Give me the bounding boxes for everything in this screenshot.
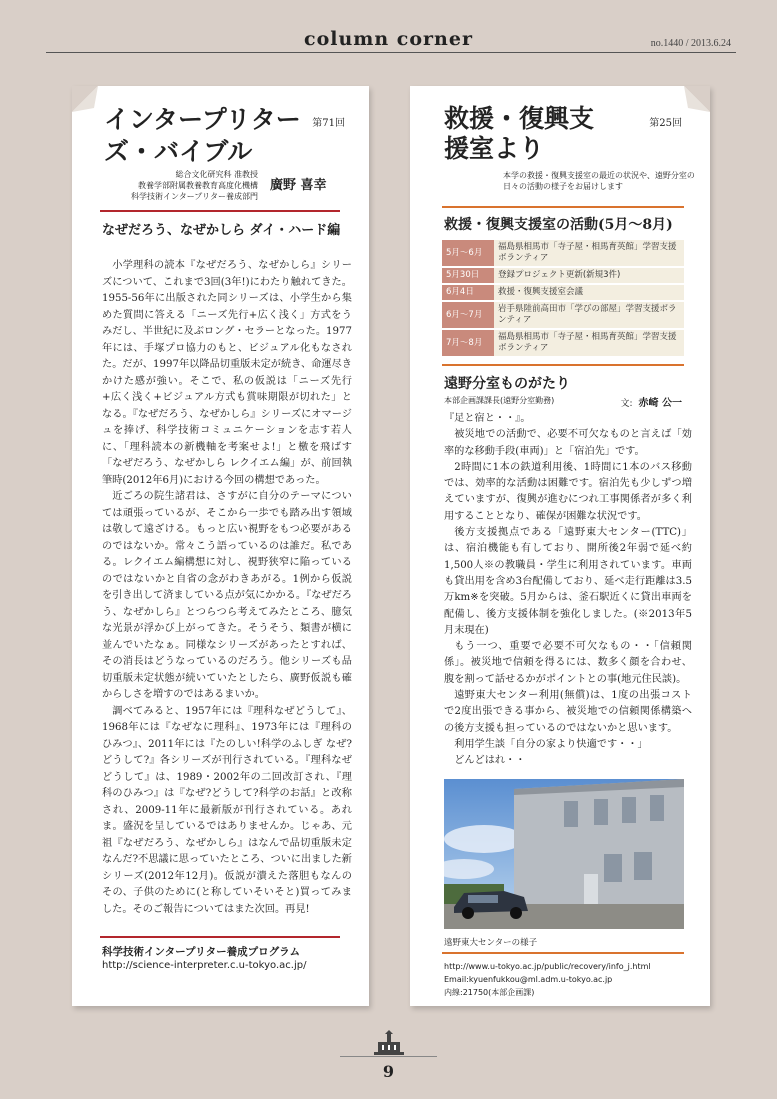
body-paragraph: 利用学生談「自分の家より快適です・・」 (454, 738, 648, 750)
author-department: 本部企画課課長(遠野分室勤務) (444, 396, 555, 405)
schedule-date: 5月30日 (442, 267, 494, 284)
affiliation-line: 科学技術インタープリター養成部門 (131, 192, 258, 201)
schedule-event: 福島県相馬市「寺子屋・相馬育英館」学習支援ボランティア (494, 329, 684, 357)
schedule-date: 6月〜7月 (442, 301, 494, 329)
schedule-date: 6月4日 (442, 284, 494, 301)
folded-corner-icon (684, 86, 710, 112)
program-url[interactable]: http://science-interpreter.c.u-tokyo.ac.jp/ (102, 960, 307, 971)
affiliation-line: 教養学部附属教養教育高度化機構 (138, 181, 258, 190)
column-subtitle: なぜだろう、なぜかしら ダイ・ハード編 (102, 223, 341, 238)
author-name: 赤崎 公一 (638, 398, 682, 409)
photo-caption: 遠野東大センターの様子 (444, 938, 538, 948)
schedule-date: 7月〜8月 (442, 329, 494, 357)
schedule-event: 救援・復興支援室会議 (494, 284, 684, 301)
red-divider (100, 210, 340, 212)
schedule-event: 登録プロジェクト更新(新規3件) (494, 267, 684, 284)
recovery-support-column (410, 86, 710, 1006)
byline (620, 394, 682, 409)
body-paragraph: 被災地での活動で、必要不可欠なものと言えば「効率的な移動手段(車両)」と「宿泊先」です。 (444, 429, 692, 457)
body-paragraph: 後方支援拠点である「遠野東大センター(TTC)」は、宿泊機能も有しており、開所後2年弱で延べ約1,500人※の教職員・学生に利用されています。車両も貸出用を含め3台配備しており、延べ走行距離は3.5万km※を突破。5月からは、釜石駅近くに貸出車両を配備し、後方支援体制を強化しました。(※2013年5月末現在) (444, 527, 692, 636)
column-volume: 第25回 (649, 118, 682, 129)
byline-label: 文: (620, 399, 633, 409)
schedule-event: 岩手県陸前高田市「学びの部屋」学習支援ボランティア (494, 301, 684, 329)
yasuda-hall-icon (374, 1030, 404, 1056)
table-row (442, 267, 684, 284)
author-name: 廣野 喜幸 (270, 178, 327, 193)
column-title: 救援・復興支援室より (444, 104, 595, 163)
body-paragraph: 『足と宿と・・』。 (444, 413, 531, 424)
story-heading: 遠野分室ものがたり (444, 376, 570, 392)
story-body (444, 411, 692, 770)
column-volume: 第71回 (312, 118, 345, 129)
orange-divider (442, 952, 684, 954)
body-paragraph: 調べてみると、1957年には『理科なぜどうして』、1968年には『なぜなに理科』、1973年には『理科のひみつ』、2011年には『たのしい!科学のふしぎ なぜ?どうして?』各シリーズが刊行されている。『理科なぜどうして』は、1989・2002年の二回改訂され、『理科のひみつ』は『なぜ?どうして?科学のお話』と改称され、2009-11年に最新版が刊行されている。あれま。盛況を呈しているではありませんか。じゃあ、元祖『なぜだろう、なぜかしら』はなんで品切重版未定なんだ?不思議に思っていたところ、ついに出ました新シリーズ(2012年12月)。仮説が潰えた落胆もなんのその、子供のために(と称していそいそと)買ってみました。そのご報告についてはまた次回。再見! (102, 705, 352, 915)
contact-info (444, 960, 651, 999)
body-paragraph: もう一つ、重要で必要不可欠なもの・・「信頼関係」。被災地で信頼を得るには、数多く顔を合わせ、腹を割って話せるかがポイントとの事(地元住民談)。 (444, 641, 692, 685)
orange-divider (442, 364, 684, 366)
page-number-rule (340, 1056, 437, 1057)
table-row (442, 301, 684, 329)
table-row (442, 284, 684, 301)
column-description: 本学の救援・復興支援室の最近の状況や、遠野分室の日々の活動の様子をお届けします (503, 171, 695, 191)
column-title: インタープリターズ・バイブル (104, 105, 301, 166)
tono-center-photo (444, 779, 684, 929)
table-row (442, 329, 684, 357)
extension-number: 内線:21750(本部企画課) (444, 988, 535, 997)
table-row (442, 240, 684, 267)
program-name: 科学技術インタープリター養成プログラム (102, 946, 301, 958)
activity-schedule-table (442, 240, 684, 358)
header-rule (46, 52, 736, 53)
body-paragraph: 小学理科の読本『なぜだろう、なぜかしら』シリーズについて、これまで3回(3年!)にわたり触れてきた。1955-56年に出版された同シリーズは、小学生から集めた質問に答える「ニーズ先行+広く浅く」方式をうみだし、半世紀に及ぶロング・セラーとなった。1977年には、手塚プロ協力のもと、ビジュアル化もなされた。だが、1997年以降品切重版未定が続き、命運尽きかけた感が強い。そこで、私の仮説は「ニーズ先行+広く浅く+ビジュアル方式も賞味期限が切れた」となる。『なぜだろう、なぜかしら』シリーズにオマージュを捧げ、科学技術コミュニケーションを志す若人に、「理科読本の新機軸を考案せよ!」と檄を飛ばす「なぜだろう、なぜかしら レクイエム編」が、前回執筆時(2012年6月)における今回の構想であった。 (102, 260, 352, 486)
column-body (102, 258, 352, 918)
folded-corner-icon (72, 86, 98, 112)
interpreters-bible-column (72, 86, 369, 1006)
body-paragraph: 遠野東大センター利用(無償)は、1度の出張コストで2度出張できる事から、被災地での信頼関係構築への後方支援も担っているのではないかと思います。 (444, 690, 692, 734)
red-divider (100, 936, 340, 938)
body-paragraph: どんどはれ・・ (454, 755, 526, 767)
column-corner-title: column corner (304, 28, 473, 50)
page-number: 9 (382, 1062, 395, 1081)
activity-heading: 救援・復興支援室の活動(5月〜8月) (444, 217, 673, 233)
author-affiliation (112, 169, 258, 202)
recovery-url[interactable]: http://www.u-tokyo.ac.jp/public/recovery/info_j.html (444, 962, 651, 971)
affiliation-line: 総合文化研究科 准教授 (175, 170, 258, 179)
schedule-date: 5月〜6月 (442, 240, 494, 267)
contact-email[interactable]: Email:kyuenfukkou@ml.adm.u-tokyo.ac.jp (444, 975, 613, 984)
issue-info: no.1440 / 2013.6.24 (650, 38, 731, 49)
body-paragraph: 2時間に1本の鉄道利用後、1時間に1本のバス移動では、効率的な活動は困難です。宿泊先も少しずつ増えていますが、復興が進むにつれ工事関係者が多く利用することとなり、確保が困難な状況です。 (444, 461, 692, 522)
schedule-event: 福島県相馬市「寺子屋・相馬育英館」学習支援ボランティア (494, 240, 684, 267)
orange-divider (442, 206, 684, 208)
body-paragraph: 近ごろの院生諸君は、さすがに自分のテーマについては頑張っているが、そこから一歩でも踏み出す領域は敬して遠ざける。もっと広い視野をもつ必要があるのではないか。常々こう語っているのは誰だ。私である。レクイエム編構想に対し、視野狭窄に陥っているのではないかと自省の念がわきあがる。1例から仮説を引き出して済ましている点が気にかかる。『なぜだろう、なぜかしら』とつらつら考えてみたところ、臆気な光景が浮かび上がってきた。そうそう、類書が横に並んでいたなぁ。同様なシリーズがあったとすれば、その消長はどうなっているのだろう。他シリーズも品切重版未定状態が続いていたとしたら、廣野仮説も確からしさを増すのではあるまいか。 (102, 491, 352, 700)
